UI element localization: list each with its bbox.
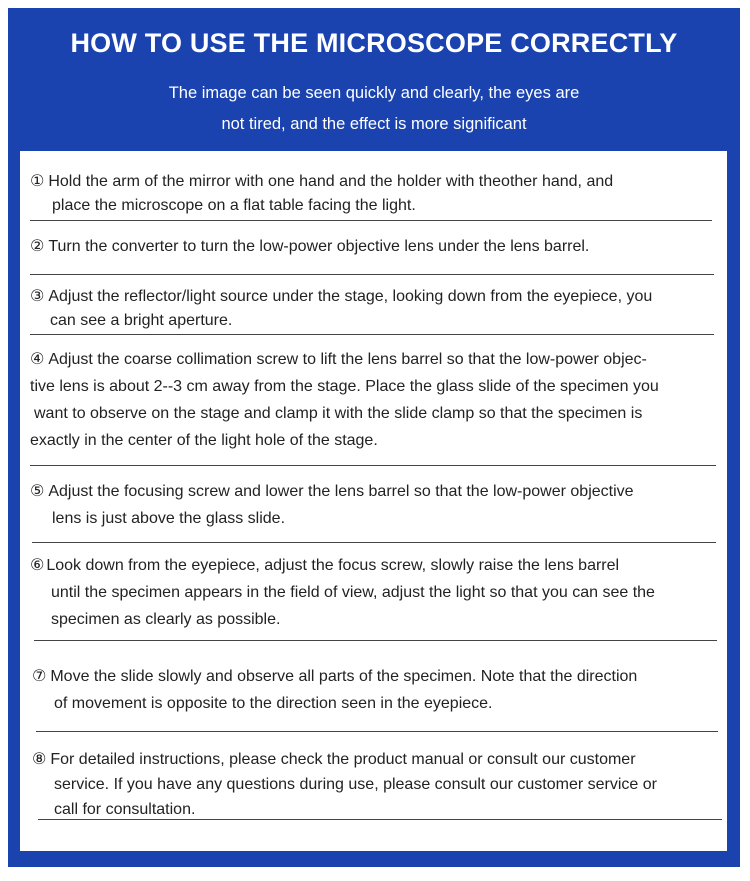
step-1 (30, 170, 613, 218)
step-text-line: service. If you have any questions during use, please consult our customer service or (54, 776, 657, 793)
subtitle-line-2: not tired, and the effect is more significant (221, 115, 527, 133)
step-text-line: call for consultation. (54, 801, 196, 818)
step-5 (30, 478, 634, 532)
step-number: ① (30, 173, 45, 190)
step-2 (30, 235, 589, 259)
step-text-line: exactly in the center of the light hole of the stage. (30, 432, 378, 449)
step-text-line: Turn the converter to turn the low-power objective lens under the lens barrel. (48, 238, 590, 255)
divider (30, 465, 716, 466)
step-number: ⑧ (32, 751, 47, 768)
step-4 (30, 346, 659, 454)
step-text-line: place the microscope on a flat table facing the light. (52, 197, 416, 214)
step-7 (32, 663, 637, 717)
step-text-line: specimen as clearly as possible. (51, 611, 281, 628)
step-text-line: lens is just above the glass slide. (52, 510, 286, 527)
step-3 (30, 285, 652, 333)
divider (32, 542, 716, 543)
step-number: ③ (30, 288, 45, 305)
subtitle-line-1: The image can be seen quickly and clearly, the eyes are (168, 84, 580, 102)
step-number: ⑤ (30, 483, 45, 500)
step-number: ② (30, 238, 45, 255)
step-text-line: can see a bright aperture. (50, 312, 233, 329)
divider (30, 220, 712, 221)
step-text-line: want to observe on the stage and clamp it with the slide clamp so that the specimen is (34, 405, 643, 422)
divider (34, 640, 717, 641)
step-text-line: of movement is opposite to the direction seen in the eyepiece. (54, 695, 493, 712)
step-text-line: Adjust the reflector/light source under the stage, looking down from the eyepiece, you (48, 288, 653, 305)
page-subtitle (8, 78, 740, 140)
step-text-line: Move the slide slowly and observe all parts of the specimen. Note that the direction (50, 668, 638, 685)
divider (30, 334, 714, 335)
step-text-line: Adjust the coarse collimation screw to lift the lens barrel so that the low-power objec- (48, 351, 647, 368)
step-text-line: Look down from the eyepiece, adjust the focus screw, slowly raise the lens barrel (46, 557, 620, 574)
step-text-line: Hold the arm of the mirror with one hand and the holder with theother hand, and (48, 173, 614, 190)
divider (38, 819, 722, 820)
step-text-line: until the specimen appears in the field of view, adjust the light so that you can see the (51, 584, 655, 601)
step-6 (30, 552, 655, 633)
divider (36, 731, 718, 732)
step-text-line: Adjust the focusing screw and lower the lens barrel so that the low-power objective (48, 483, 634, 500)
step-text-line: tive lens is about 2--3 cm away from the stage. Place the glass slide of the specimen you (30, 378, 659, 395)
step-number: ④ (30, 351, 45, 368)
step-text-line: For detailed instructions, please check the product manual or consult our customer (50, 751, 636, 768)
instruction-card (8, 8, 740, 867)
step-number: ⑥ (30, 557, 45, 574)
step-8 (32, 747, 657, 822)
divider (30, 274, 714, 275)
page-title: HOW TO USE THE MICROSCOPE CORRECTLY (70, 28, 678, 58)
steps-panel (20, 151, 727, 851)
step-number: ⑦ (32, 668, 47, 685)
